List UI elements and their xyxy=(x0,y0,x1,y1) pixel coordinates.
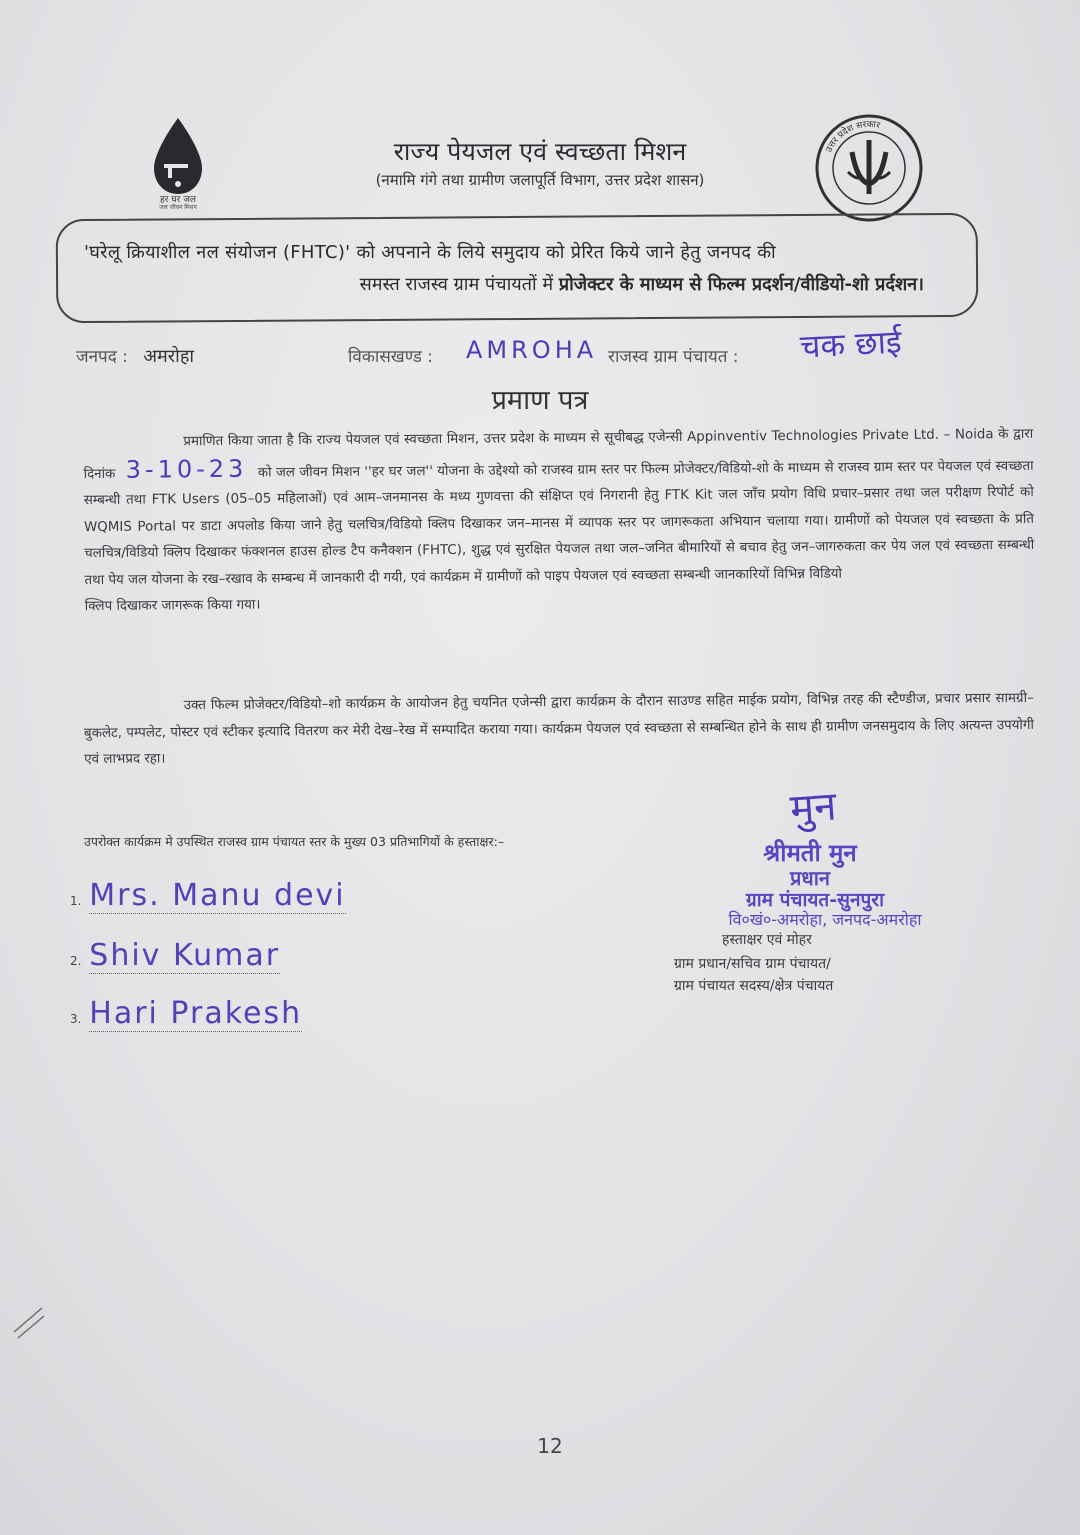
panchayat-label: राजस्व ग्राम पंचायत : xyxy=(608,347,739,367)
paragraph-2-text: उक्त फिल्म प्रोजेक्टर/विडियो–शो कार्यक्रम के आयोजन हेतु चयनित एजेन्सी द्वारा कार्यक्रम के दौरान साउण्ड सहित माईक प्रयोग, विभिन्न तरह की स्टैण्डीज, प्रचार प्रसार सामग्री–बुकलेट, पम्पलेट, पोस्टर एवं स्टीकर इत्यादि वितरण कर मेरी देख–रेख में सम्पादित कराया गया। कार्यक्रम पेयजल एवं स्वच्छता से सम्बन्धित होने के साथ ही ग्रामीण जनसमुदाय के लिए अत्यन्त उपयोगी एवं लाभप्रद रहा। xyxy=(83,690,1035,768)
page-number: 12 xyxy=(537,1434,563,1458)
block-label: विकासखण्ड : xyxy=(348,347,434,367)
up-government-seal xyxy=(810,112,928,224)
certificate-paragraph-1 xyxy=(83,422,1035,621)
svg-text:जल जीवन मिशन: जल जीवन मिशन xyxy=(159,204,197,211)
banner-line-2-bold: प्रोजेक्टर के माध्यम से फिल्म प्रदर्शन/वीडियो-शो प्रर्दशन। xyxy=(558,274,924,295)
participant-row xyxy=(70,996,302,1032)
participant-signature: Mrs. Manu devi xyxy=(89,878,346,913)
participants-intro: उपरोक्त कार्यक्रम मे उपस्थित राजस्व ग्राम पंचायत स्तर के मुख्य 03 प्रतिभागियों के हस्ताक्षर:– xyxy=(84,834,505,849)
signature-and-seal-label: हस्ताक्षर एवं मोहर xyxy=(722,932,812,948)
stamp-office: ग्राम पंचायत-सुनपुरा xyxy=(745,889,884,911)
block-field xyxy=(348,344,433,367)
district-label: जनपद : xyxy=(76,347,128,367)
participant-number: 1. xyxy=(70,894,82,908)
district-field xyxy=(76,344,194,368)
svg-text:उत्तर प्रदेश सरकार: उत्तर प्रदेश सरकार xyxy=(824,119,881,155)
certificate-paragraph-2 xyxy=(84,686,1035,774)
panchayat-value-handwritten: चक छाई xyxy=(799,322,903,366)
stamp-name: श्रीमती मुन xyxy=(763,839,857,867)
paragraph-1-part-a: प्रमाणित किया जाता है कि राज्य पेयजल एवं स्वच्छता मिशन, उत्तर प्रदेश के माध्यम से सूचीबद्ध एजेन्सी Appinventiv Technologies Private Ltd. – Noida के द्वारा दिनांक xyxy=(83,426,1034,482)
event-date-handwritten: 3-10-23 xyxy=(125,454,248,484)
participant-number: 3. xyxy=(70,1012,82,1026)
participant-row xyxy=(70,878,346,914)
pradhan-signature: मुन xyxy=(788,783,838,833)
stamp-role: प्रधान xyxy=(790,866,830,890)
signatory-designation-2: ग्राम पंचायत सदस्य/क्षेत्र पंचायत xyxy=(674,978,834,994)
program-banner-box xyxy=(56,213,979,323)
certificate-title: प्रमाण पत्र xyxy=(491,385,589,416)
district-value: अमरोहा xyxy=(143,346,195,367)
block-value-handwritten: AMROHA xyxy=(466,336,598,364)
mission-title: राज्य पेयजल एवं स्वच्छता मिशन xyxy=(393,137,687,166)
panchayat-field xyxy=(608,344,739,367)
stamp-place: वि०खं०-अमरोहा, जनपद-अमरोहा xyxy=(728,910,922,929)
paragraph-1-part-c: क्लिप दिखाकर जागरूक किया गया। xyxy=(84,597,261,615)
pencil-mark xyxy=(8,1302,48,1342)
banner-line-2 xyxy=(84,272,924,296)
participant-signature: Hari Prakesh xyxy=(89,996,303,1031)
banner-line-2-plain: समस्त राजस्व ग्राम पंचायतों में xyxy=(359,274,554,295)
participant-signature: Shiv Kumar xyxy=(89,938,281,973)
banner-line-1: 'घरेलू क्रियाशील नल संयोजन (FHTC)' को अपनाने के लिये समुदाय को प्रेरित किये जाने हेतु जनपद की xyxy=(84,242,776,263)
svg-text:हर घर जल: हर घर जल xyxy=(160,195,196,205)
department-subtitle: (नमामि गंगे तथा ग्रामीण जलापूर्ति विभाग, उत्तर प्रदेश शासन) xyxy=(375,171,705,189)
participant-row xyxy=(70,938,280,974)
signatory-designation-1: ग्राम प्रधान/सचिव ग्राम पंचायत/ xyxy=(674,956,831,972)
participant-number: 2. xyxy=(70,954,82,968)
paragraph-1-part-b: को जल जीवन मिशन ''हर घर जल'' योजना के उद्देश्यो को राजस्व ग्राम स्तर पर फिल्म प्रोजेक्टर/विडियो-शो के माध्यम से राजस्व ग्राम स्तर पर पेयजल एवं स्वच्छता सम्बन्धी तथा FTK Users (05–05 महिलाओं) एवं आम–जनमानस के मध्य गुणवत्ता की संक्षिप्त एवं निगरानी हेतु FTK Kit जल जाँच प्रयोग विधि प्रचार–प्रसार तथा जल परीक्षण रिपोर्ट को WQMIS Portal पर डाटा अपलोड किया जाने हेतु चलचित्र/विडियो क्लिप दिखाकर जन–मानस में व्यापक स्तर पर जागरूकता अभियान चलाया गया। ग्रामीणों को पेयजल एवं स्वच्छता के प्रति चलचित्र/विडियो क्लिप दिखाकर फंक्शनल हाउस होल्ड टैप कनैक्शन (FHTC), शुद्ध एवं सुरक्षित पेयजल तथा जल–जनित बीमारियों से बचाव हेतु जन–जागरुकता कर पेय जल एवं स्वच्छता सम्बन्धी तथा पेय जल योजना के रख–रखाव के सम्बन्ध में जानकारी दी गयी, एवं कार्यक्रम में ग्रामीणों को पाइप पेयजल एवं स्वच्छता सम्बन्धी जानकारियों विभिन्न विडियो xyxy=(83,458,1035,588)
